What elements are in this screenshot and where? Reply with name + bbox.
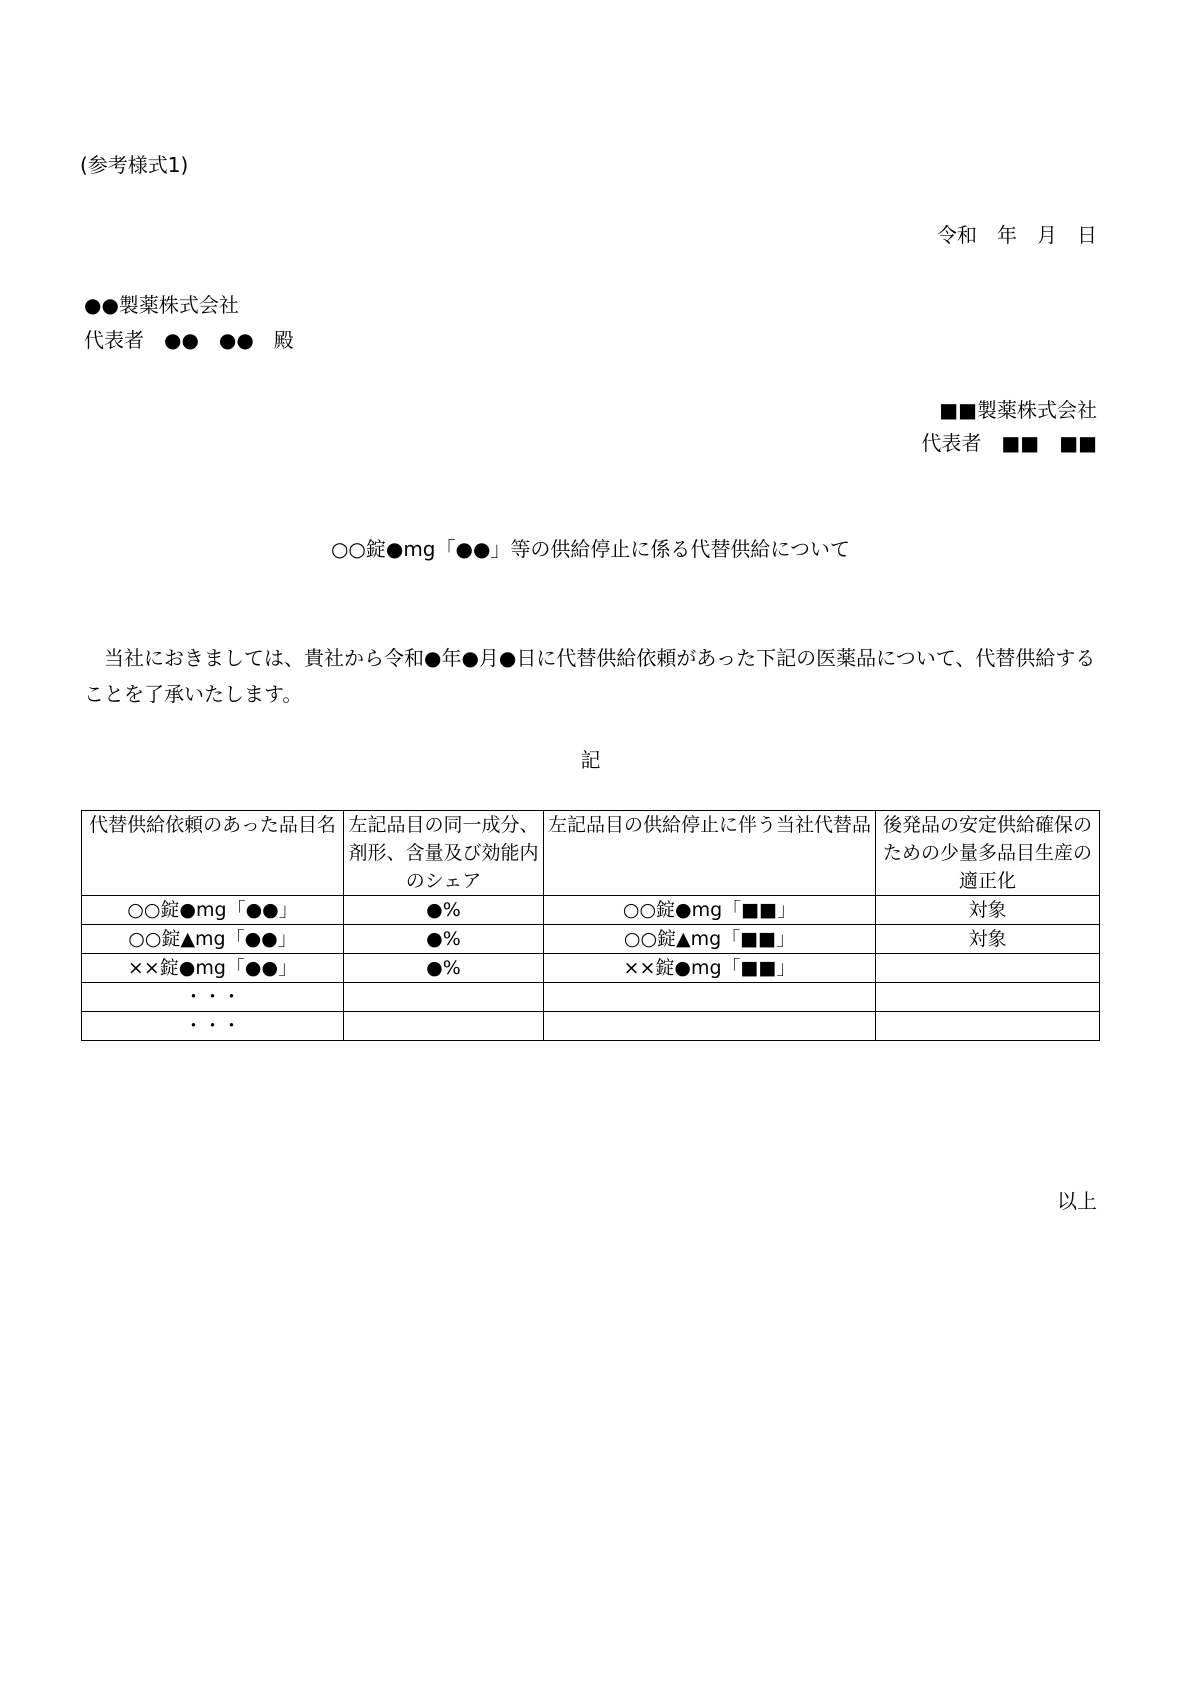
table-row (82, 1012, 1100, 1041)
table-cell (544, 983, 876, 1012)
form-label: (参考様式1) (80, 153, 189, 177)
table-header-row (82, 811, 1100, 896)
table-cell: ○○錠▲mg「●●」 (82, 925, 344, 954)
table-cell: ××錠●mg「■■」 (544, 954, 876, 983)
table-cell (876, 1012, 1100, 1041)
table-cell: ・・・ (82, 1012, 344, 1041)
closing: 以上 (1057, 1189, 1097, 1213)
table-row (82, 954, 1100, 983)
date: 令和 年 月 日 (937, 223, 1097, 247)
table-cell (876, 954, 1100, 983)
table-row (82, 925, 1100, 954)
recipient-company: ●●製薬株式会社 (84, 293, 239, 317)
table-cell: ●% (344, 896, 544, 925)
header-cell: 代替供給依頼のあった品目名 (82, 811, 344, 896)
body-text: 当社におきましては、貴社から令和●年●月●日に代替供給依頼があった下記の医薬品について、代替供給することを了承いたします。 (84, 646, 1096, 706)
header-cell: 左記品目の供給停止に伴う当社代替品 (544, 811, 876, 896)
table-cell: ・・・ (82, 983, 344, 1012)
table-cell: ●% (344, 925, 544, 954)
table-cell: 対象 (876, 896, 1100, 925)
supply-table (81, 810, 1100, 1041)
sender-representative: 代表者 ■■ ■■ (921, 431, 1097, 455)
table-cell (876, 983, 1100, 1012)
table-cell: ○○錠●mg「●●」 (82, 896, 344, 925)
header-cell: 後発品の安定供給確保のための少量多品目生産の適正化 (876, 811, 1100, 896)
header-cell: 左記品目の同一成分、剤形、含量及び効能内のシェア (344, 811, 544, 896)
table-cell (544, 1012, 876, 1041)
table-row (82, 896, 1100, 925)
table-cell: ○○錠●mg「■■」 (544, 896, 876, 925)
document-title: ○○錠●mg「●●」等の供給停止に係る代替供給について (330, 537, 851, 561)
table-cell: ××錠●mg「●●」 (82, 954, 344, 983)
table-cell (344, 1012, 544, 1041)
ki-heading: 記 (580, 748, 601, 772)
table-cell: ●% (344, 954, 544, 983)
table-cell: 対象 (876, 925, 1100, 954)
table-row (82, 983, 1100, 1012)
table-cell (344, 983, 544, 1012)
recipient-representative: 代表者 ●● ●● 殿 (84, 328, 294, 352)
table-cell: ○○錠▲mg「■■」 (544, 925, 876, 954)
sender-company: ■■製薬株式会社 (939, 398, 1097, 422)
